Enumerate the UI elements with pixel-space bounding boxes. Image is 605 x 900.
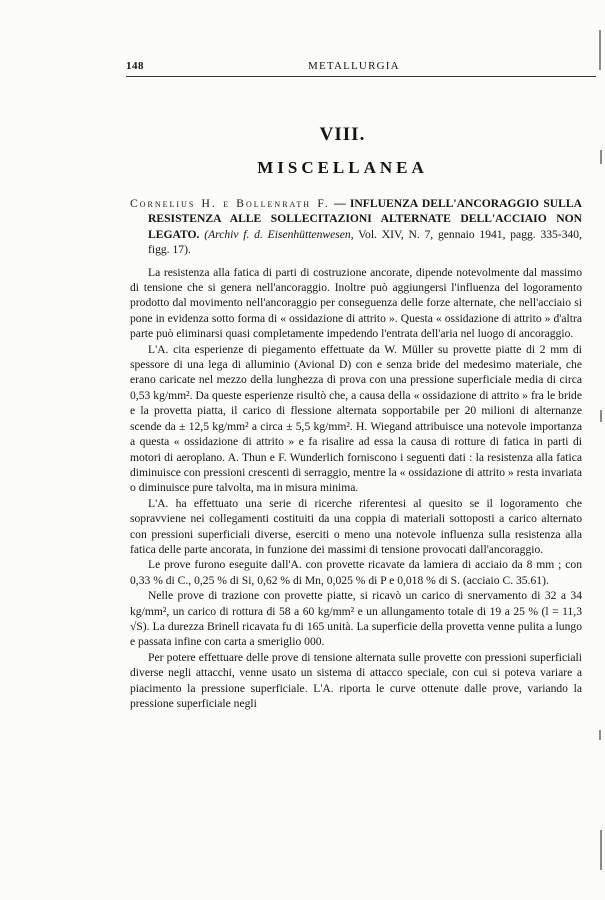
paragraph: La resistenza alla fatica di parti di costruzione ancorate, dipende notevolmente dal massimo di tensione che si genera nell'ancoraggio. Inoltre può aggiungersi l'influenza del logoramento prodotto dal movimento nell'ancoraggio per conseguenza delle forze alternate, che nell'acciaio si pone in evidenza sotto forma di « ossidazione di attrito ». Questa « ossidazione di attrito » d'altra parte può eliminarsi quasi completamente impedendo l'entrata dell'aria nel luogo di ancoraggio. <box>130 265 582 341</box>
paragraph: L'A. ha effettuato una serie di ricerche riferentesi al quesito se il logoramento che sopravviene nei collegamenti costituiti da una coppia di materiali sottoposti a carico alternato con pressioni superficiali diverse, eserciti o meno una notevole influenza sulla resistenza alla fatica delle parte ancorata, in funzione dei massimi di tensione provocati dall'ancoraggio. <box>130 496 582 556</box>
reference-citation: Vol. XIV, N. 7, gennaio 1941, pagg. 335-340, figg. 17). <box>148 227 582 257</box>
chapter-number: VIII. <box>319 124 366 145</box>
reference-journal: (Archiv f. d. Eisenhüttenwesen, <box>204 227 354 241</box>
scan-mark <box>599 30 601 70</box>
running-title: METALLURGIA <box>308 60 400 72</box>
chapter-title: MISCELLANEA <box>257 158 428 177</box>
page-number: 148 <box>126 60 144 72</box>
header-rule <box>126 76 596 77</box>
scan-mark <box>600 150 602 164</box>
scan-edge-marks <box>595 0 605 900</box>
reference-title: — INFLUENZA DELL'ANCORAGGIO SULLA RESISTENZA ALLE SOLLECITAZIONI ALTERNATE DELL'ACCIAIO NON LEGATO. <box>148 197 583 241</box>
article-entry <box>130 196 582 711</box>
paragraph: Nelle prove di trazione con provette piatte, si ricavò un carico di snervamento di 32 a 34 kg/mm², un carico di rottura di 58 a 60 kg/mm² e un allungamento totale di 19 a 25 % (l = 11,3 √S). La durezza Brinell ricavata fu di 165 unità. La superficie della provetta venne pulita a lungo e passata infine con carta a smeriglio 000. <box>130 589 582 649</box>
scan-mark <box>600 410 602 422</box>
paragraph: L'A. cita esperienze di piegamento effettuate da W. Müller su provette piatte di 2 mm di spessore di una lega di alluminio (Avional D) con e senza bride del medesimo materiale, che erano caricate nel mezzo della lunghezza di prova con una pressione superficiale media di circa 0,53 kg/mm². Da queste esperienze risultò che, a causa della « ossidazione di attrito » fra le bride e la provetta piatta, il carico di flessione alternata sopportabile per 20 milioni di alternanze scende da ± 12,5 kg/mm² a circa ± 5,5 kg/mm². H. Wiegand attribuisce una notevole importanza a questa « ossidazione di attrito » e fa risalire ad essa la causa di rotture di fatica in parti di motori di aeroplano. A. Thun e F. Wunderlich forniscono i seguenti dati : la resistenza alla fatica diminuisce con pressioni crescenti di serraggio, mentre la « ossidazione di attrito » resta invariata o diminuisce pure talvolta, ma in misura minima. <box>130 342 582 495</box>
paragraph: Per potere effettuare delle prove di tensione alternata sulle provette con pressioni superficiali diverse negli attacchi, venne usato un sistema di attacco speciale, con cui si poteva variare a piacimento la pressione superficiale. L'A. riporta le curve ottenute dalle prove, variando la pressione superficiale negli <box>130 650 582 710</box>
scan-mark <box>600 830 602 870</box>
paragraph: Le prove furono eseguite dall'A. con provette ricavate da lamiera di acciaio da 8 mm ; con 0,33 % di C., 0,25 % di Si, 0,62 % di Mn, 0,025 % di P e 0,018 % di S. (acciaio C. 35.61). <box>130 558 582 587</box>
scan-mark <box>599 730 601 740</box>
reference-author: Cornelius H. e Bollenrath F. <box>130 197 330 210</box>
reference <box>130 196 582 258</box>
